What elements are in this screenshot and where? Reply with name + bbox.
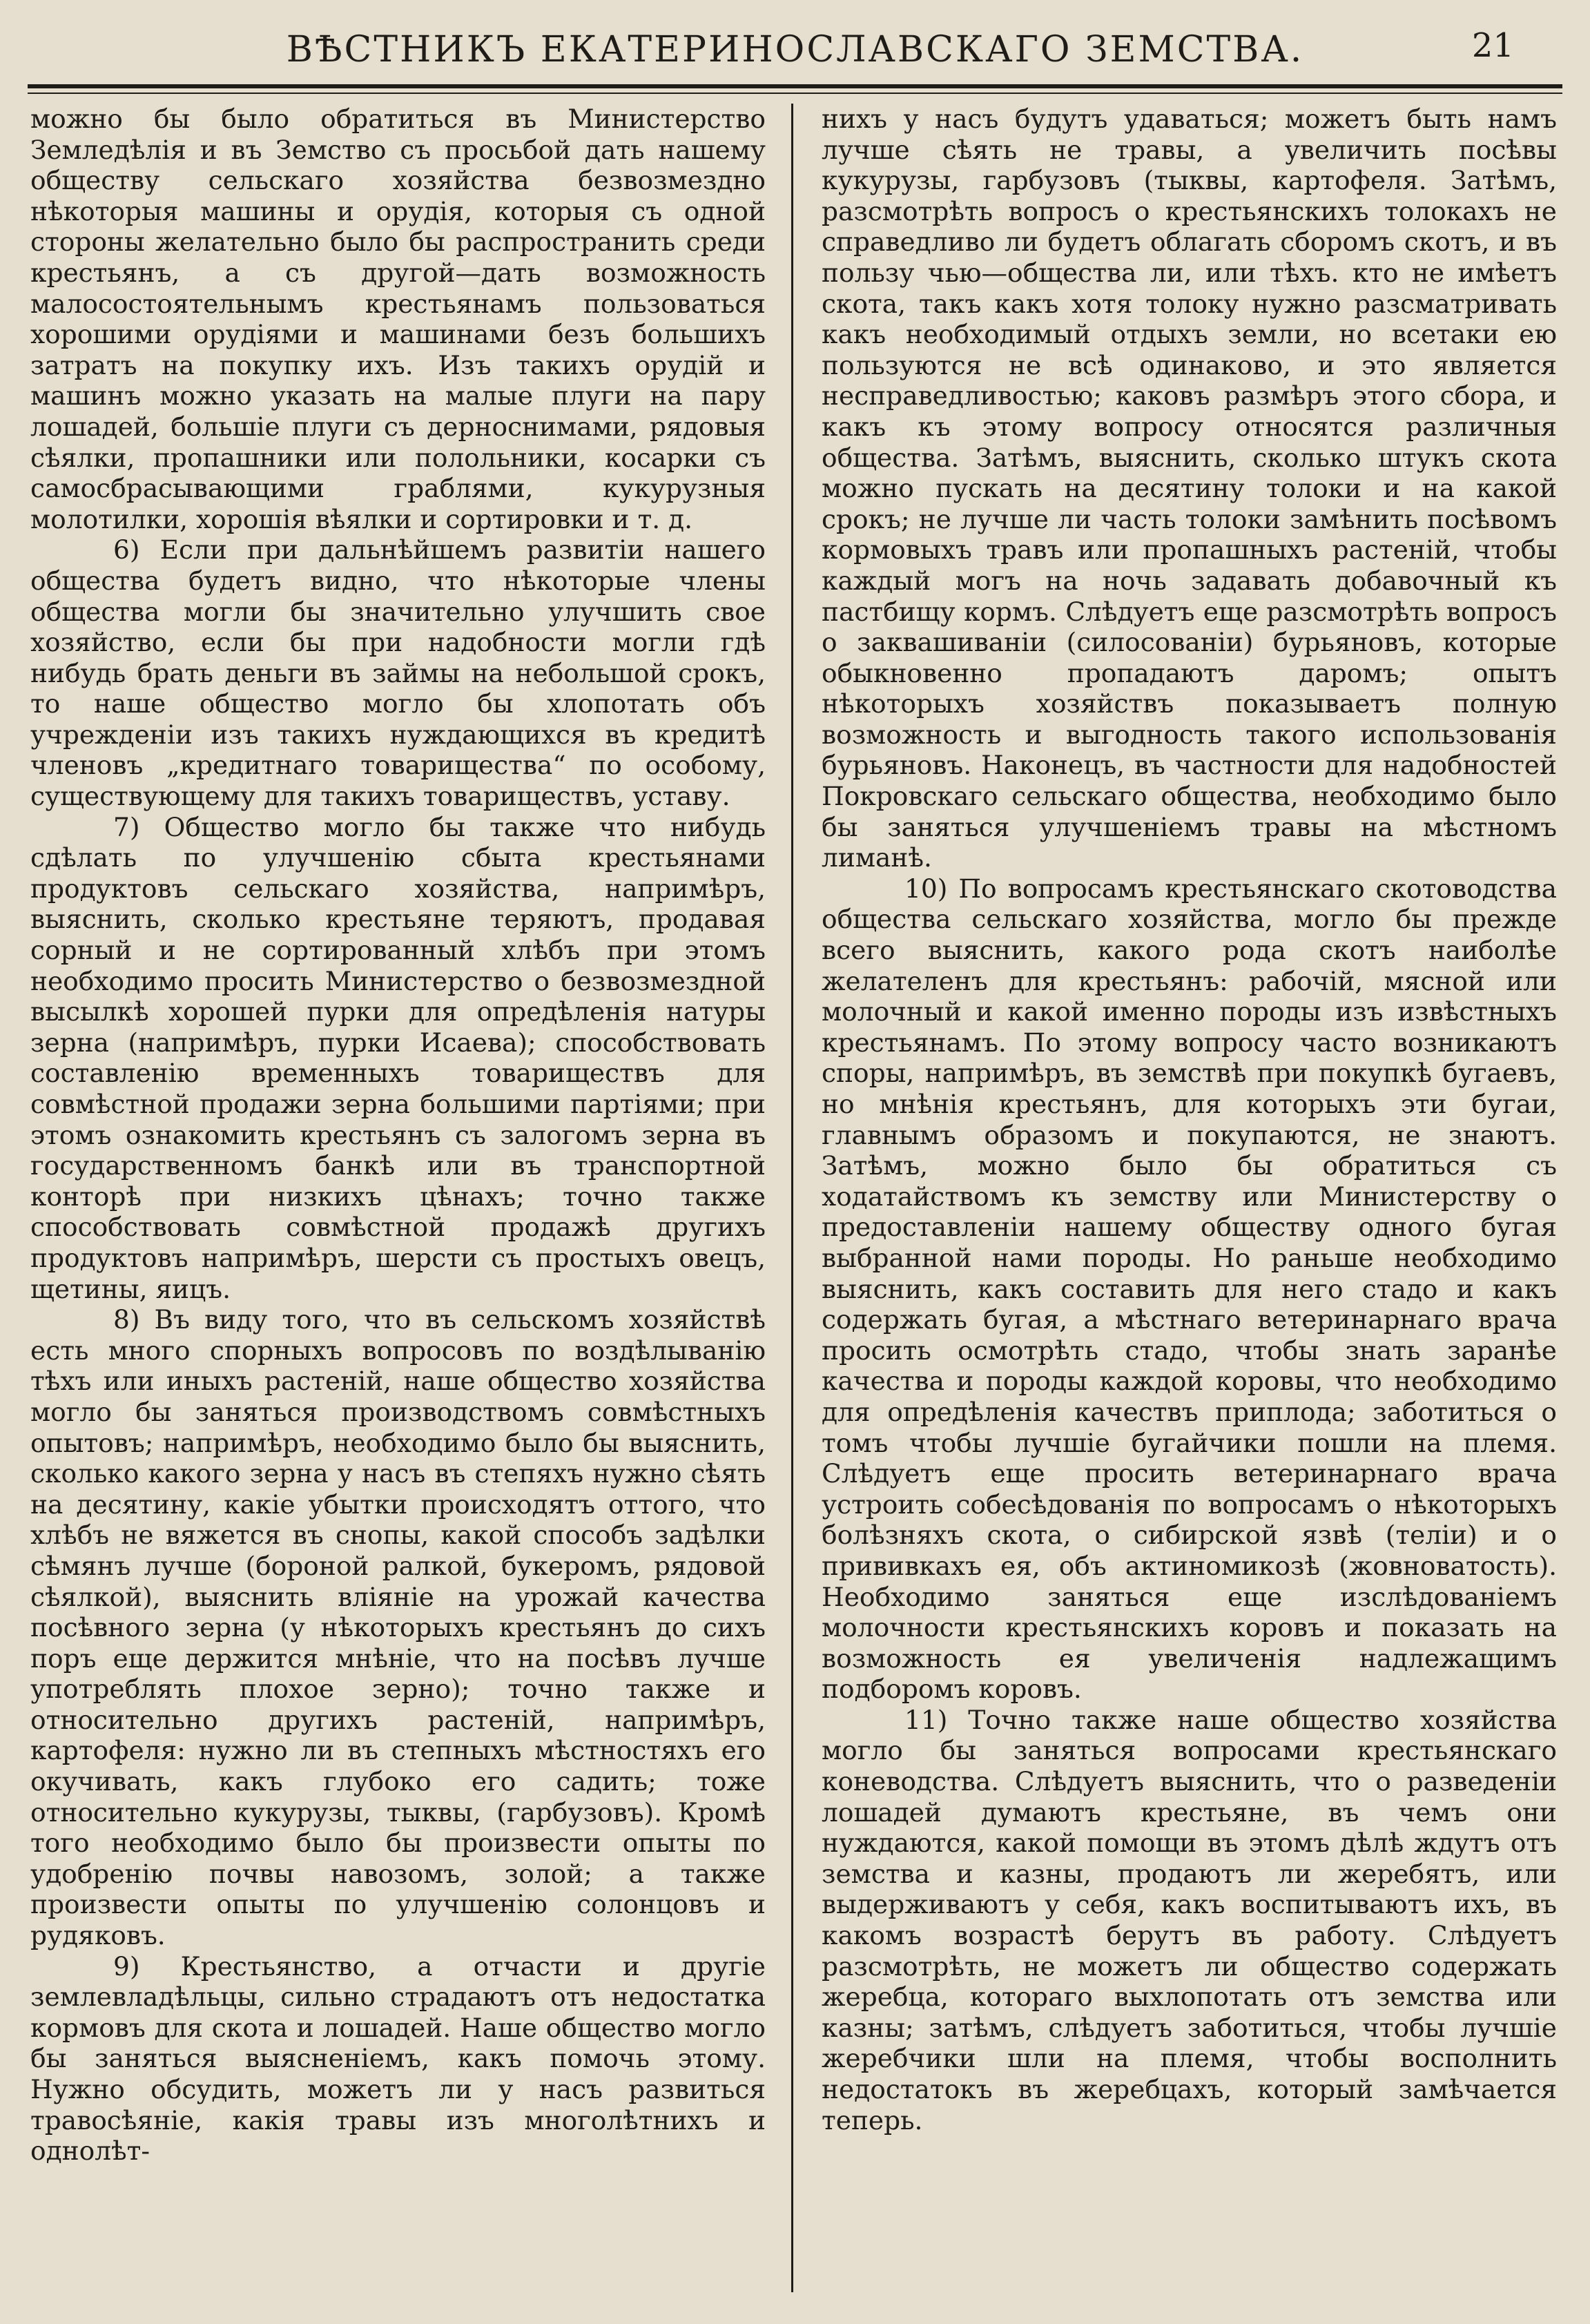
paragraph: 9) Крестьянство, а отчасти и другіе землевладѣльцы, сильно страдаютъ отъ недостатка кормовъ для скота и лошадей. Наше общество могло бы заняться выясненіемъ, какъ помочь этому. Нужно обсудить, можетъ ли у насъ развиться травосѣяніе, какія травы изъ многолѣтнихъ и однолѣт- bbox=[30, 1950, 766, 2167]
column-divider bbox=[791, 104, 793, 2292]
page-number: 21 bbox=[1471, 26, 1514, 65]
header-rule-thin bbox=[28, 93, 1562, 94]
paragraph: 7) Общество могло бы также что нибудь сдѣлать по улучшенію сбыта крестьянами продуктовъ сельскаго хозяйства, напримѣръ, выяснить, сколько крестьяне теряютъ, продавая сорный и не сортированный хлѣбъ при этомъ необходимо просить Министерство о безвозмездной высылкѣ хорошей пурки для опредѣленія натуры зерна (напримѣръ, пурки Исаева); способствовать составленію временныхъ товариществъ для совмѣстной продажи зерна большими партіями; при этомъ ознакомить крестьянъ съ залогомъ зерна въ государственномъ банкѣ или въ транспортной конторѣ при низкихъ цѣнахъ; точно также способствовать совмѣстной продажѣ другихъ продуктовъ напримѣръ, шерсти съ простыхъ овецъ, щетины, яицъ. bbox=[30, 811, 766, 1304]
paragraph: 6) Если при дальнѣйшемъ развитіи нашего общества будетъ видно, что нѣкоторые члены общества могли бы значительно улучшить свое хозяйство, если бы при надобности могли гдѣ нибудь брать деньги въ займы на небольшой срокъ, то наше общество могло бы хлопотать объ учрежденіи изъ такихъ нуждающихся въ кредитѣ членовъ „кредитнаго товарищества“ по особому, существующему для такихъ товариществъ, уставу. bbox=[30, 534, 766, 812]
page-header bbox=[0, 21, 1590, 83]
header-rule bbox=[28, 84, 1562, 88]
right-column bbox=[822, 104, 1557, 2299]
journal-title: ВѢСТНИКЪ ЕКАТЕРИНОСЛАВСКАГО ЗЕМСТВА. bbox=[286, 29, 1304, 70]
paragraph: нихъ у насъ будутъ удаваться; можетъ быть намъ лучше сѣять не травы, а увеличить посѣвы кукурузы, гарбузовъ (тыквы, картофеля. Затѣмъ, разсмотрѣть вопросъ о крестьянскихъ толокахъ не справедливо ли будетъ облагать сборомъ скотъ, и въ пользу чью—общества ли, или тѣхъ. кто не имѣетъ скота, такъ какъ хотя толоку нужно разсматривать какъ необходимый отдыхъ земли, но всетаки ею пользуются не всѣ одинаково, и это является несправедливостью; каковъ размѣръ этого сбора, и какъ къ этому вопросу относятся различныя общества. Затѣмъ, выяснить, сколько штукъ скота можно пускать на десятину толоки и на какой срокъ; не лучше ли часть толоки замѣнить посѣвомъ кормовыхъ травъ или пропашныхъ растеній, чтобы каждый могъ на ночь задавать добавочный къ пастбищу кормъ. Слѣдуетъ еще разсмотрѣть вопросъ о заквашиваніи (силосованіи) бурьяновъ, которые обыкновенно пропадаютъ даромъ; опытъ нѣкоторыхъ хозяйствъ показываетъ полную возможность и выгодность такого использованія бурьяновъ. Наконецъ, въ частности для надобностей Покровскаго сельскаго общества, необходимо было бы заняться улучшеніемъ травы на мѣстномъ лиманѣ. bbox=[822, 104, 1557, 873]
left-column bbox=[30, 104, 766, 2299]
paragraph: 11) Точно также наше общество хозяйства могло бы заняться вопросами крестьянскаго коневодства. Слѣдуетъ выяснить, что о разведеніи лошадей думаютъ крестьяне, въ чемъ они нуждаются, какой помощи въ этомъ дѣлѣ ждутъ отъ земства и казны, продаютъ ли жеребятъ, или выдерживаютъ у себя, какъ воспитываютъ ихъ, въ какомъ возрастѣ берутъ въ работу. Слѣдуетъ разсмотрѣть, не можетъ ли общество содержать жеребца, котораго выхлопотать отъ земства или казны; затѣмъ, слѣдуетъ заботиться, чтобы лучшіе жеребчики шли на племя, чтобы восполнить недостатокъ въ жеребцахъ, который замѣчается теперь. bbox=[822, 1704, 1557, 2136]
paragraph: 8) Въ виду того, что въ сельскомъ хозяйствѣ есть много спорныхъ вопросовъ по воздѣлыванію тѣхъ или иныхъ растеній, наше общество хозяйства могло бы заняться производствомъ совмѣстныхъ опытовъ; напримѣръ, необходимо было бы выяснить, сколько какого зерна у насъ въ степяхъ нужно сѣять на десятину, какіе убытки происходятъ оттого, что хлѣбъ не вяжется въ снопы, какой способъ задѣлки сѣмянъ лучше (бороной ралкой, букеромъ, рядовой сѣялкой), выяснить вліяніе на урожай качества посѣвного зерна (у нѣкоторыхъ крестьянъ до сихъ поръ еще держится мнѣніе, что на посѣвъ лучше употреблять плохое зерно); точно также и относительно другихъ растеній, напримѣръ, картофеля: нужно ли въ степныхъ мѣстностяхъ его окучивать, какъ глубоко его садить; тоже относительно кукурузы, тыквы, (гарбузовъ). Кромѣ того необходимо было бы произвести опыты по удобренію почвы навозомъ, золой; а также произвести опыты по улучшенію солонцовъ и рудяковъ. bbox=[30, 1304, 766, 1951]
paragraph: 10) По вопросамъ крестьянскаго скотоводства общества сельскаго хозяйства, могло бы прежде всего выяснить, какого рода скотъ наиболѣе желателенъ для крестьянъ: рабочій, мясной или молочный и какой именно породы изъ извѣстныхъ крестьянамъ. По этому вопросу часто возникаютъ споры, напримѣръ, въ земствѣ при покупкѣ бугаевъ, но мнѣнія крестьянъ, для которыхъ эти бугаи, главнымъ образомъ и покупаются, не знаютъ. Затѣмъ, можно было бы обратиться съ ходатайствомъ къ земству или Министерству о предоставленіи нашему обществу одного бугая выбранной нами породы. Но раньше необходимо выяснить, какъ составить для него стадо и какъ содержать бугая, а мѣстнаго ветеринарнаго врача просить осмотрѣть стадо, чтобы знать заранѣе качества и породы каждой коровы, что необходимо для опредѣленія качествъ приплода; заботиться о томъ чтобы лучшіе бугайчики пошли на племя. Слѣдуетъ еще просить ветеринарнаго врача устроить собесѣдованія по вопросамъ о нѣкоторыхъ болѣзняхъ скота, о сибирской язвѣ (теліи) и о прививкахъ ея, объ актиномикозѣ (жовноватость). Необходимо заняться еще изслѣдованіемъ молочности крестьянскихъ коровъ и показать на возможность ея увеличенія надлежащимъ подборомъ коровъ. bbox=[822, 873, 1557, 1705]
paragraph: можно бы было обратиться въ Министерство Земледѣлія и въ Земство съ просьбой дать нашему обществу сельскаго хозяйства безвозмездно нѣкоторыя машины и орудія, которыя съ одной стороны желательно было бы распространить среди крестьянъ, а съ другой—дать возможность малосостоятельнымъ крестьянамъ пользоваться хорошими орудіями и машинами безъ большихъ затратъ на покупку ихъ. Изъ такихъ орудій и машинъ можно указать на малые плуги на пару лошадей, большіе плуги съ дерноснимами, рядовыя сѣялки, пропашники или полольники, косарки съ самосбрасывающими граблями, кукурузныя молотилки, хорошія вѣялки и сортировки и т. д. bbox=[30, 104, 766, 534]
